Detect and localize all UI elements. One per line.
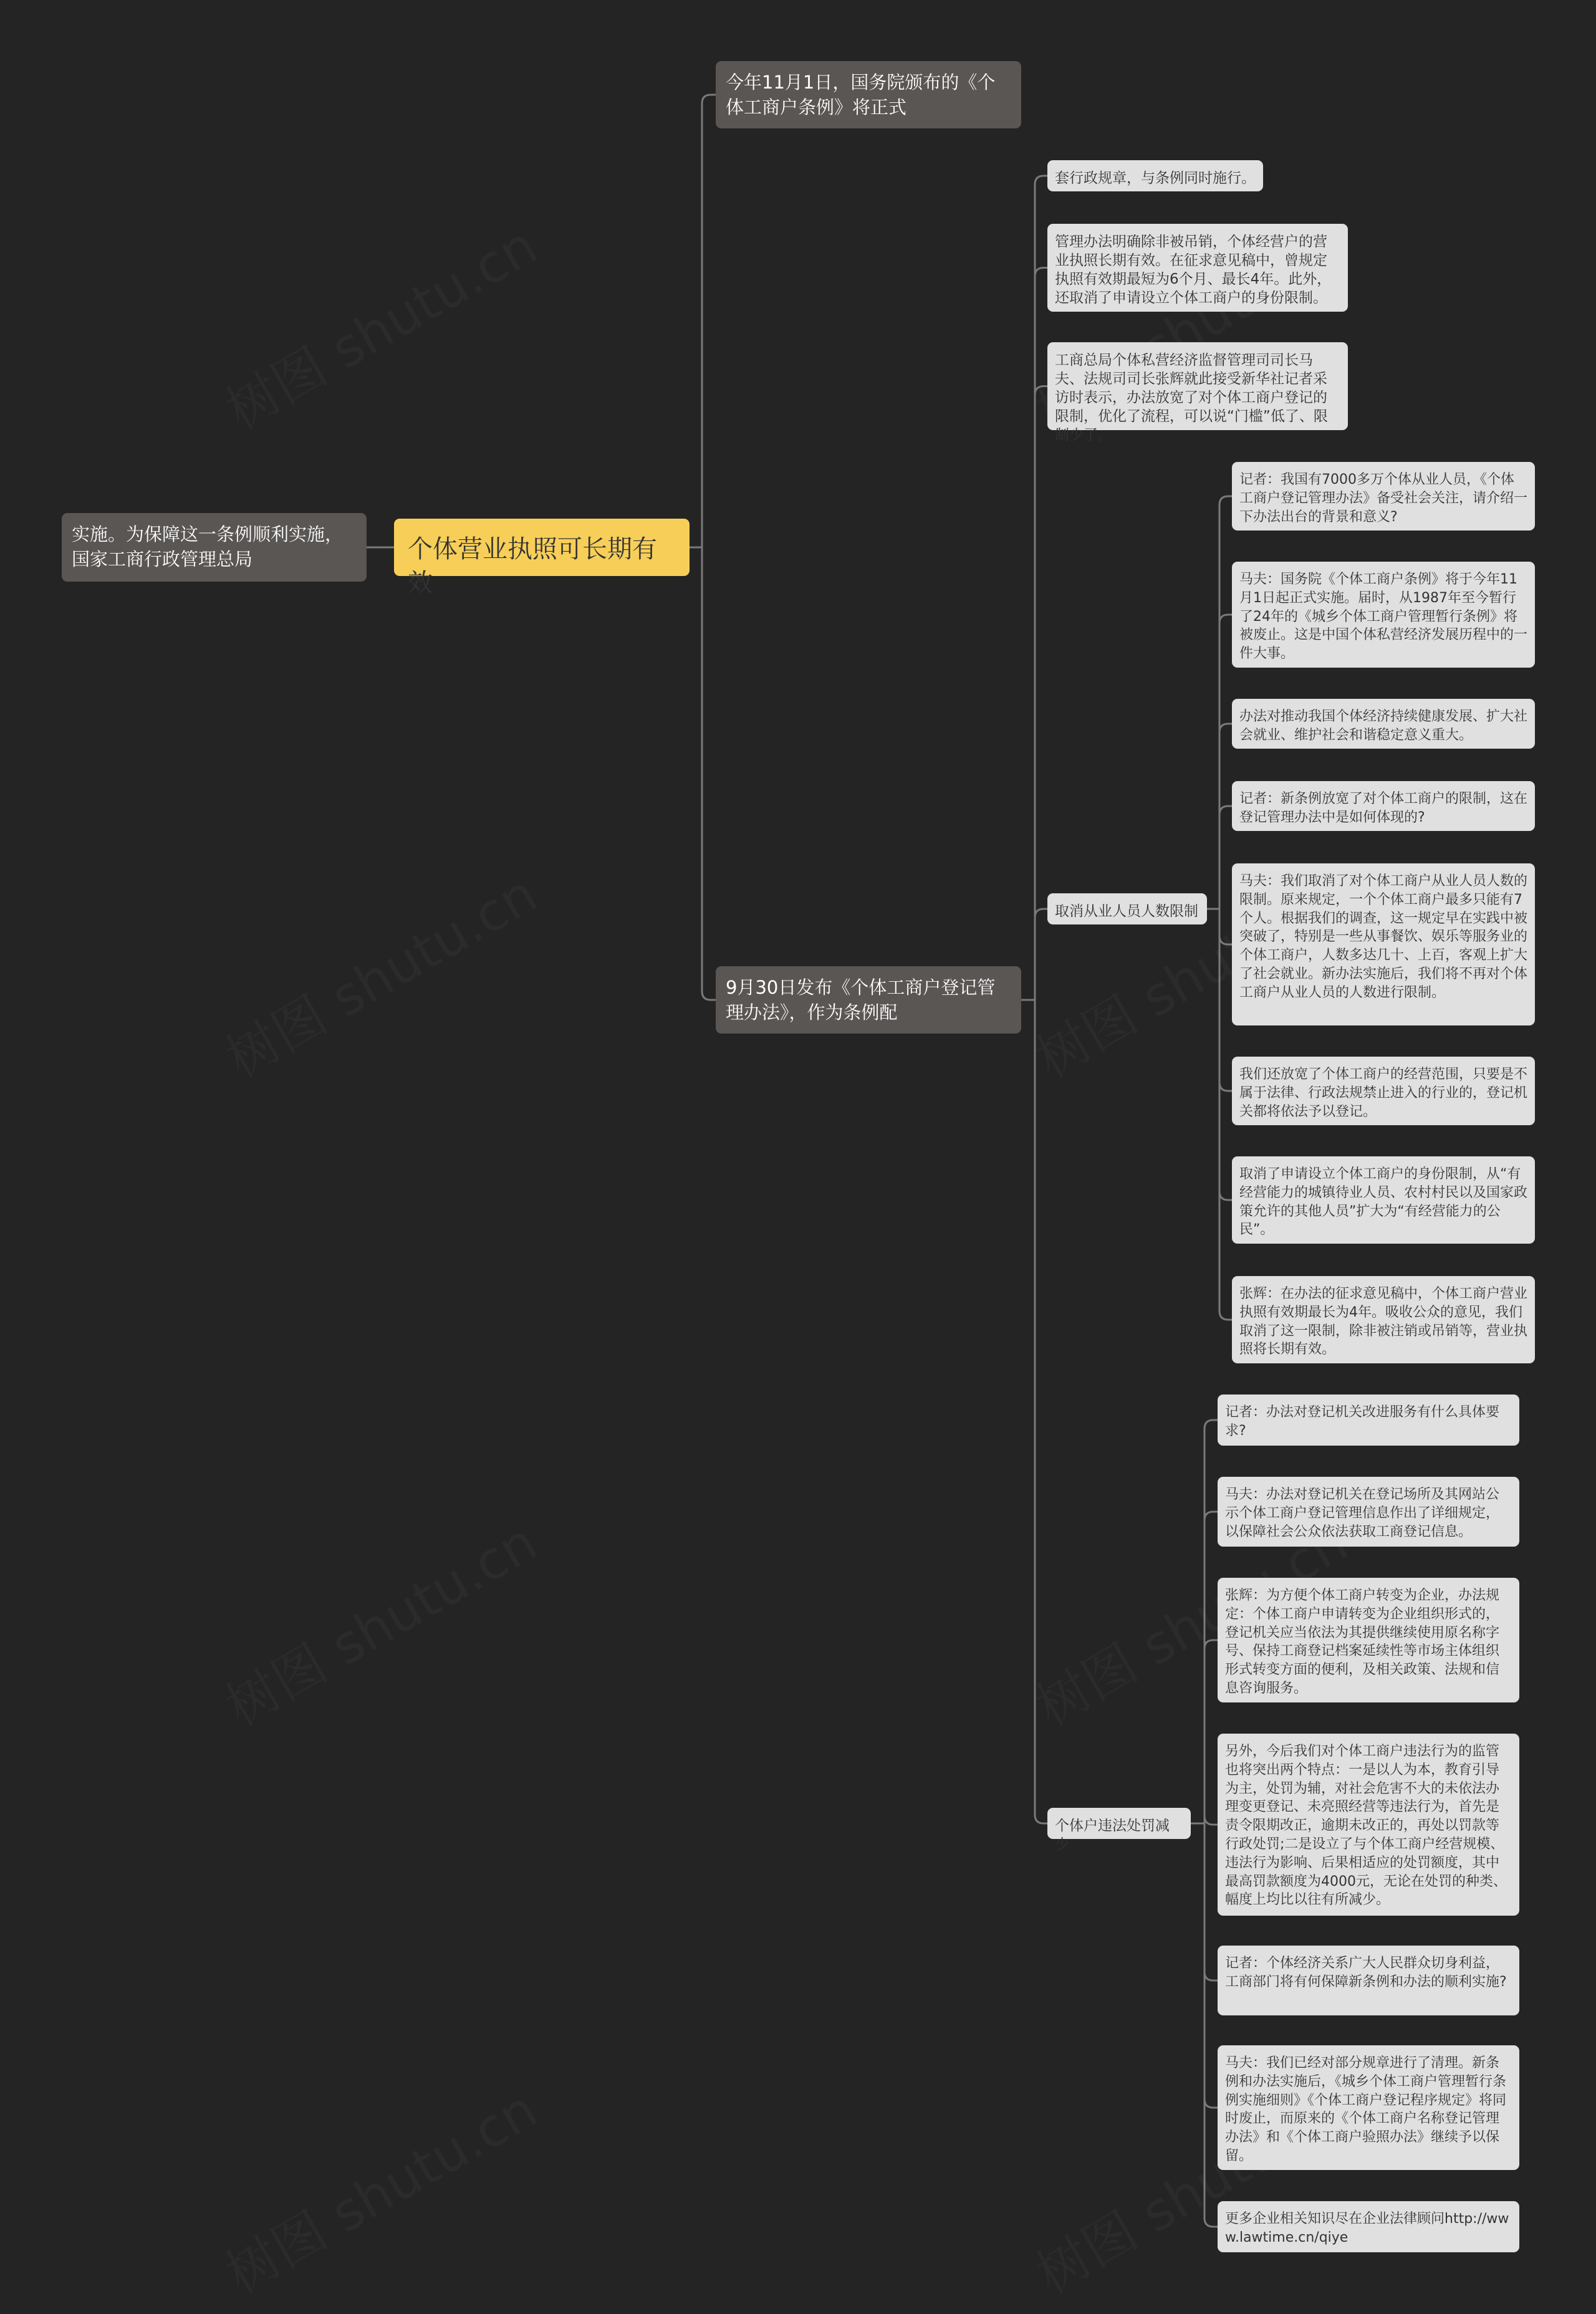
connector-penalty [1204, 1823, 1218, 2108]
leaf-note[interactable]: 记者：我国有7000多万个体从业人员，《个体工商户登记管理办法》备受社会关注，请介绍一下办法出台的背景和意义? [1232, 462, 1535, 530]
sub-topic-headcount[interactable]: 取消从业人员人数限制 [1047, 893, 1207, 924]
connector-root [702, 95, 716, 547]
sub-topic-penalty[interactable]: 个体户违法处罚减少 [1047, 1808, 1191, 1839]
connector-branch [1035, 176, 1047, 1000]
connector-penalty [1204, 1823, 1218, 2227]
connector-headcount [1219, 909, 1232, 1320]
connector-headcount [1219, 909, 1232, 1200]
leaf-note[interactable]: 记者：新条例放宽了对个体工商户的限制，这在登记管理办法中是如何体现的? [1232, 781, 1535, 831]
connector-penalty [1204, 1816, 1218, 1825]
left-topic[interactable]: 实施。为保障这一条例顺利实施，国家工商行政管理总局 [62, 513, 367, 582]
sub-topic[interactable]: 工商总局个体私营经济监督管理司司长马夫、法规司司长张辉就此接受新华社记者采访时表示，办法放宽了对个体工商户登记的限制，优化了流程，可以说“门槛”低了、限制少了。 [1047, 342, 1348, 430]
connector-branch [1035, 909, 1047, 1000]
connector-headcount [1219, 806, 1232, 909]
leaf-note[interactable]: 另外，今后我们对个体工商户违法行为的监管也将突出两个特点：一是以人为本，教育引导为主，处罚为辅，对社会危害不大的未依法办理变更登记、未亮照经营等违法行为，首先是责令限期改正，逾期未改正的，再处以罚款等行政处罚;二是设立了与个体工商户经营规模、违法行为影响、后果相适应的处罚额度，其中最高罚款额度为4000元，无论在处罚的种类、幅度上均比以往有所减少。 [1218, 1734, 1519, 1916]
connector-penalty [1204, 1823, 1218, 1980]
leaf-note[interactable]: 办法对推动我国个体经济持续健康发展、扩大社会就业、维护社会和谐稳定意义重大。 [1232, 699, 1535, 749]
connector-root [702, 547, 716, 1000]
branch-bottom[interactable]: 9月30日发布《个体工商户登记管理办法》，作为条例配 [716, 966, 1021, 1034]
leaf-note[interactable]: 马夫：我们已经对部分规章进行了清理。新条例和办法实施后，《城乡个体工商户管理暂行条例实施细则》《个体工商户登记程序规定》将同时废止，而原来的《个体工商户名称登记管理办法》和《个体工商户验照办法》继续予以保留。 [1218, 2045, 1519, 2170]
leaf-note[interactable]: 记者：办法对登记机关改进服务有什么具体要求? [1218, 1395, 1519, 1446]
connector-headcount [1219, 615, 1232, 909]
leaf-note[interactable]: 张辉：在办法的征求意见稿中，个体工商户营业执照有效期最长为4年。吸收公众的意见，我们取消了这一限制，除非被注销或吊销等，营业执照将长期有效。 [1232, 1276, 1535, 1363]
branch-top[interactable]: 今年11月1日，国务院颁布的《个体工商户条例》将正式 [716, 61, 1021, 128]
connector-branch [1035, 268, 1047, 1001]
connector-headcount [1219, 496, 1232, 909]
connector-branch [1035, 386, 1047, 1001]
sub-topic[interactable]: 管理办法明确除非被吊销，个体经营户的营业执照长期有效。在征求意见稿中，曾规定执照有效期最短为6个月、最长4年。此外，还取消了申请设立个体工商户的身份限制。 [1047, 224, 1348, 312]
sub-topic[interactable]: 套行政规章，与条例同时施行。 [1047, 160, 1263, 191]
leaf-note[interactable]: 马夫：我们取消了对个体工商户从业人员人数的限制。原来规定，一个个体工商户最多只能有7个人。根据我们的调查，这一规定早在实践中被突破了，特别是一些从事餐饮、娱乐等服务业的个体工商户，人数多达几十、上百，客观上扩大了社会就业。新办法实施后，我们将不再对个体工商户从业人员的人数进行限制。 [1232, 863, 1535, 1025]
connector-headcount [1219, 909, 1232, 1091]
root-topic[interactable]: 个体营业执照可长期有效 [394, 519, 690, 576]
connector-penalty [1204, 1640, 1218, 1823]
leaf-note[interactable]: 更多企业相关知识尽在企业法律顾问http://www.lawtime.cn/qiye [1218, 2201, 1519, 2252]
leaf-note[interactable]: 马夫：办法对登记机关在登记场所及其网站公示个体工商户登记管理信息作出了详细规定，以保障社会公众依法获取工商登记信息。 [1218, 1477, 1519, 1547]
connector-headcount [1219, 724, 1232, 909]
leaf-note[interactable]: 我们还放宽了个体工商户的经营范围，只要是不属于法律、行政法规禁止进入的行业的，登记机关都将依法予以登记。 [1232, 1057, 1535, 1125]
leaf-note[interactable]: 张辉：为方便个体工商户转变为企业，办法规定：个体工商户申请转变为企业组织形式的，登记机关应当依法为其提供继续使用原名称字号、保持工商登记档案延续性等市场主体组织形式转变方面的便利，及相关政策、法规和信息咨询服务。 [1218, 1578, 1519, 1702]
connector-branch [1035, 1000, 1047, 1823]
leaf-note[interactable]: 取消了申请设立个体工商户的身份限制，从“有经营能力的城镇待业人员、农村村民以及国家政策允许的其他人员”扩大为“有经营能力的公民”。 [1232, 1156, 1535, 1244]
connector-penalty [1204, 1512, 1218, 1823]
connector-penalty [1204, 1420, 1218, 1823]
leaf-note[interactable]: 记者：个体经济关系广大人民群众切身利益，工商部门将有何保障新条例和办法的顺利实施? [1218, 1946, 1519, 2015]
connector-headcount [1219, 909, 1232, 944]
leaf-note[interactable]: 马夫：国务院《个体工商户条例》将于今年11月1日起正式实施。届时，从1987年至今暂行了24年的《城乡个体工商户管理暂行条例》将被废止。这是中国个体私营经济发展历程中的一件大事。 [1232, 562, 1535, 668]
